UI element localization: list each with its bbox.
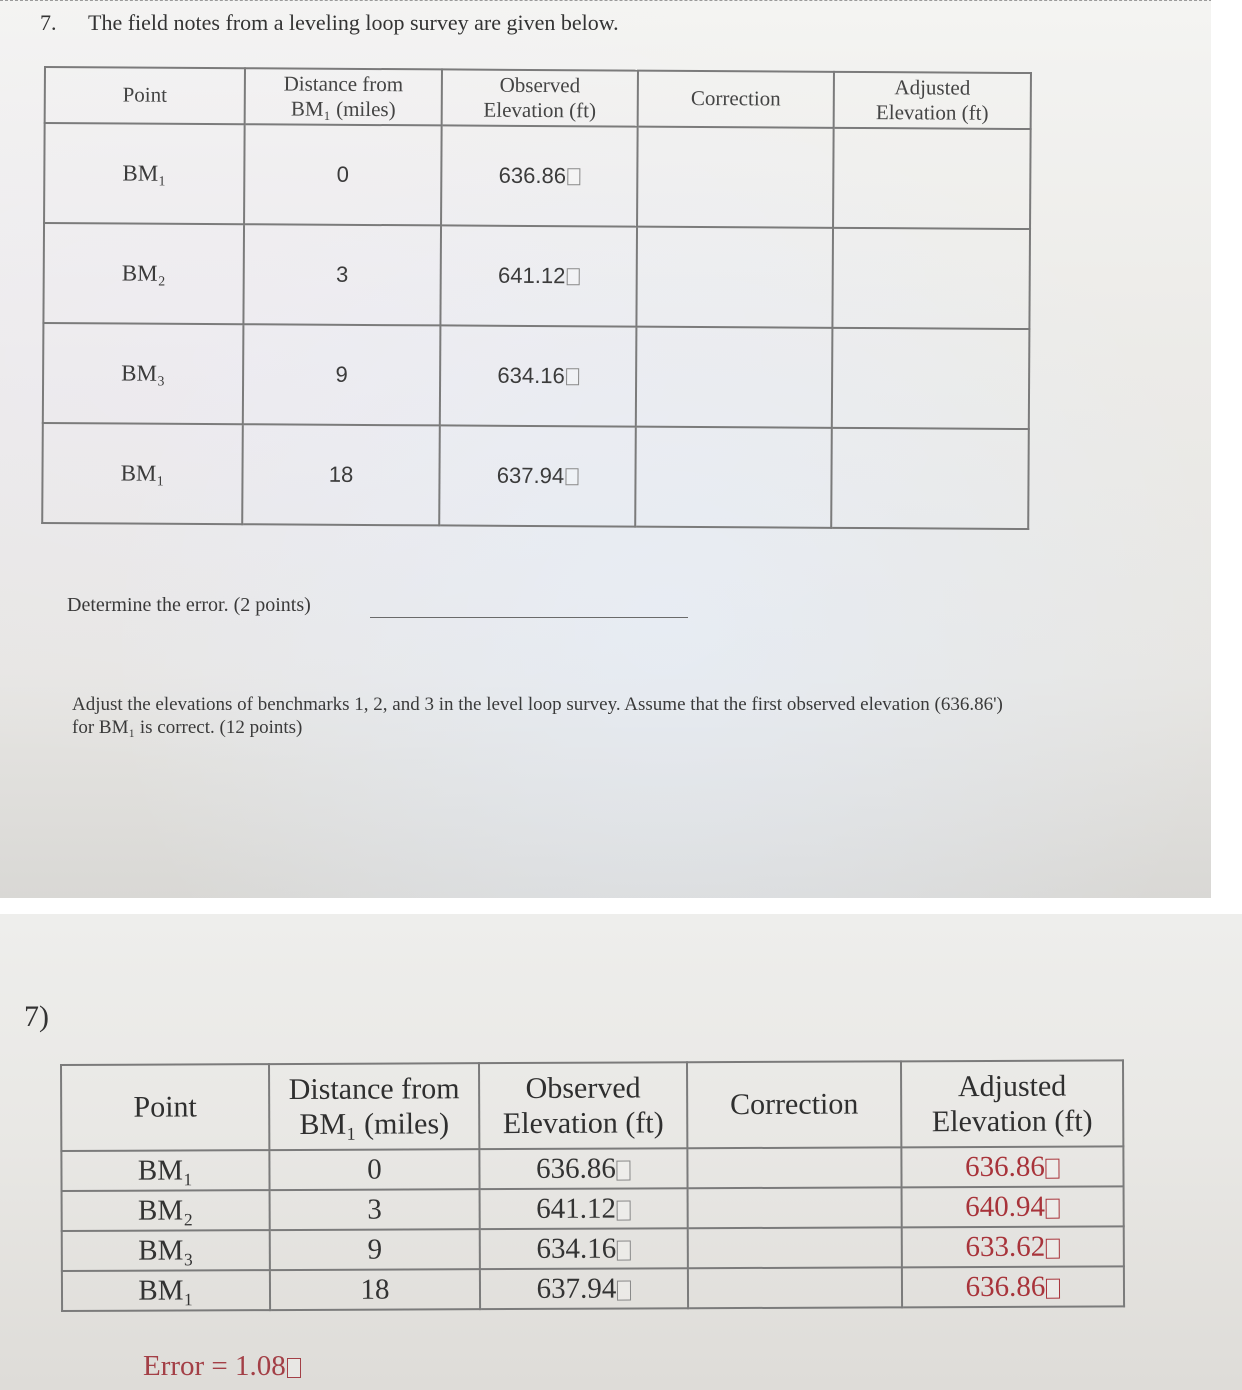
missing-glyph-box: [1046, 1278, 1060, 1298]
missing-glyph-box: [287, 1358, 301, 1378]
missing-glyph-box: [566, 368, 579, 385]
correction-cell[interactable]: [635, 427, 832, 528]
distance-cell: 9: [243, 324, 441, 425]
distance-cell: 9: [270, 1229, 480, 1270]
adjusted-cell[interactable]: [831, 428, 1029, 529]
missing-glyph-box: [1046, 1198, 1060, 1218]
header-correction: Correction: [638, 71, 834, 128]
table-row: [43, 223, 1030, 329]
table-row: [62, 1266, 1124, 1311]
correction-cell: [687, 1147, 901, 1188]
correction-cell[interactable]: [636, 227, 833, 328]
error-prompt: Determine the error. (2 points): [67, 594, 311, 616]
correction-cell: [688, 1267, 902, 1308]
point-cell: BM₂: [62, 1190, 270, 1231]
table-row: [62, 1186, 1124, 1231]
field-notes-table: [41, 66, 1032, 530]
observed-cell: 637.94: [480, 1268, 688, 1309]
header-observed: Observed Elevation (ft): [442, 69, 638, 126]
header-row: [45, 67, 1031, 129]
table-row: [61, 1146, 1123, 1191]
table-row: [62, 1226, 1124, 1271]
point-cell: BM₃: [43, 323, 244, 424]
missing-glyph-box: [567, 168, 580, 185]
header-correction: Correction: [687, 1061, 901, 1148]
point-cell: BM₁: [44, 123, 245, 224]
error-result: Error = 1.08: [143, 1350, 301, 1383]
distance-cell: 18: [270, 1269, 480, 1310]
observed-cell: 636.86: [479, 1148, 687, 1189]
question-text: The field notes from a leveling loop survey are given below.: [88, 10, 619, 35]
observed-cell: 634.16: [480, 1228, 688, 1269]
distance-cell: 0: [244, 124, 442, 225]
header-adjusted: Adjusted Elevation (ft): [901, 1060, 1123, 1147]
adjusted-cell: 636.86: [901, 1146, 1123, 1187]
correction-cell[interactable]: [637, 127, 834, 228]
adjusted-cell[interactable]: [832, 228, 1030, 329]
point-cell: BM₁: [42, 423, 243, 524]
missing-glyph-box: [1046, 1238, 1060, 1258]
distance-cell: 3: [243, 224, 441, 325]
question-heading: [40, 10, 619, 36]
correction-cell: [688, 1187, 902, 1228]
distance-cell: 3: [270, 1189, 480, 1230]
table-row: [44, 123, 1031, 229]
page-edge-ticks: [0, 0, 1211, 2]
solution-table: [60, 1059, 1125, 1312]
point-cell: BM₂: [43, 223, 244, 324]
missing-glyph-box: [1046, 1158, 1060, 1178]
solution-label: 7): [24, 1000, 49, 1033]
adjusted-cell[interactable]: [833, 128, 1031, 229]
observed-cell: 641.12: [480, 1188, 688, 1229]
missing-glyph-box: [617, 1160, 631, 1180]
missing-glyph-box: [617, 1280, 631, 1300]
header-distance: Distance from BM₁ (miles): [269, 1063, 479, 1150]
adjust-prompt: Adjust the elevations of benchmarks 1, 2, and 3 in the level loop survey. Assume that the first observed elevation (636.86') for BM₁ is correct. (12 points): [72, 694, 1003, 738]
point-cell: BM₁: [62, 1270, 270, 1311]
point-cell: BM₃: [62, 1230, 270, 1271]
observed-cell: 636.86: [441, 125, 638, 226]
observed-cell: 637.94: [439, 425, 636, 526]
missing-glyph-box: [566, 268, 579, 285]
adjusted-cell: 640.94: [902, 1186, 1124, 1227]
adjusted-cell: 633.62: [902, 1226, 1124, 1267]
header-point: Point: [45, 67, 245, 124]
adjusted-cell[interactable]: [832, 328, 1030, 429]
table-row: [42, 423, 1029, 529]
missing-glyph-box: [617, 1200, 631, 1220]
adjusted-cell: 636.86: [902, 1266, 1124, 1307]
header-distance: Distance from BM₁ (miles): [245, 68, 442, 125]
table-row: [43, 323, 1030, 429]
solution-photo: [0, 914, 1242, 1390]
point-cell: BM₁: [61, 1150, 269, 1191]
header-point: Point: [61, 1064, 269, 1151]
missing-glyph-box: [565, 468, 578, 485]
observed-cell: 641.12: [440, 225, 637, 326]
correction-cell[interactable]: [636, 327, 833, 428]
question-number: 7.: [40, 10, 57, 35]
correction-cell: [688, 1227, 902, 1268]
header-adjusted: Adjusted Elevation (ft): [834, 72, 1031, 129]
missing-glyph-box: [617, 1240, 631, 1260]
distance-cell: 0: [269, 1149, 479, 1190]
distance-cell: 18: [242, 424, 440, 525]
observed-cell: 634.16: [440, 325, 637, 426]
header-row: [61, 1060, 1123, 1151]
header-observed: Observed Elevation (ft): [479, 1062, 687, 1149]
error-answer-line[interactable]: [370, 617, 688, 618]
